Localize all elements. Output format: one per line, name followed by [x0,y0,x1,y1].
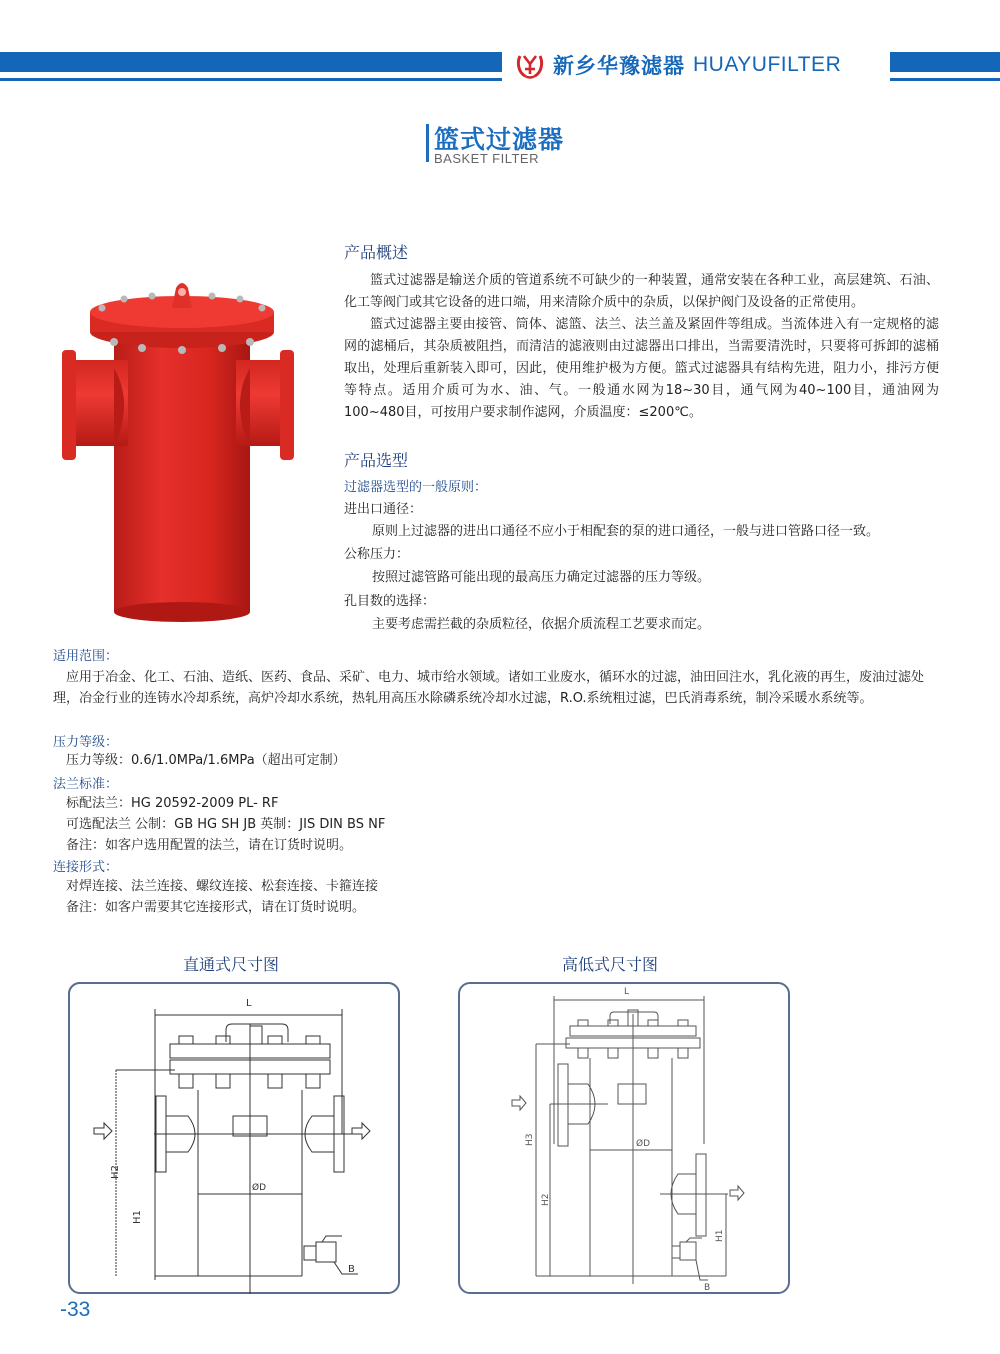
dim-label-H2: H2 [110,1165,121,1179]
dim-label-L: L [246,998,252,1009]
selection-item-text: 主要考虑需拦截的杂质粒径，依据介质流程工艺要求而定。 [372,617,711,632]
selection-heading: 产品选型 [344,451,409,470]
connection-line: 对焊连接、法兰连接、螺纹连接、松套连接、卡箍连接 [66,879,379,894]
outlet-arrow-icon [352,1123,370,1139]
selection-item-label: 孔目数的选择： [344,594,436,609]
overview-paragraph-1: 篮式过滤器是输送介质的管道系统不可缺少的一种装置，通常安装在各种工业，高层建筑、石油、化工等阀门或其它设备的进口端，用来清除介质中的杂质，以保护阀门及设备的正常使用。 [344,273,939,310]
pressure-heading: 压力等级： [53,735,119,750]
diagram-highlow [458,982,790,1294]
diagram-title-highlow: 高低式尺寸图 [562,955,659,974]
flange-line: 标配法兰：HG 20592-2009 PL- RF [66,796,279,811]
header-band-right [890,52,1000,72]
dim-label-D: ØD [252,1183,267,1193]
dim-label-D: ØD [636,1139,651,1149]
page-subtitle: BASKET FILTER [434,151,539,166]
dim-label-B: B [704,1283,711,1293]
flange-heading: 法兰标准： [53,777,119,792]
dim-label-B: B [348,1264,355,1275]
overview-paragraph-2: 篮式过滤器主要由接管、筒体、滤篮、法兰、法兰盖及紧固件等组成。当流体进入有一定规格的滤网的滤桶后，其杂质被阻挡，而清洁的滤液则由过滤器出口排出，当需要清洗时，只要将可拆卸的滤桶取出，处理后重新装入即可，因此，使用维护极为方便。篮式过滤器具有结构先进，阻力小，排污方便等特点。适用介质可为水、油、气。一般通水网为18~30目，通气网为40~100目，通油网为100~480目，可按用户要求制作滤网，介质温度：≤200℃。 [344,317,939,420]
selection-item-text: 按照过滤管路可能出现的最高压力确定过滤器的压力等级。 [372,570,711,585]
dim-label-L: L [624,987,630,997]
dim-label-H3: H3 [525,1133,535,1146]
outlet-arrow-icon [730,1186,744,1200]
title-accent-bar [426,124,429,162]
dim-label-H2: H2 [541,1193,551,1206]
flange-line: 可选配法兰 公制：GB HG SH JB 英制：JIS DIN BS NF [66,817,386,832]
connection-line: 备注：如客户需要其它连接形式，请在订货时说明。 [66,900,366,915]
application-heading: 适用范围： [53,649,119,664]
overview-heading: 产品概述 [344,243,409,262]
brand [515,48,841,82]
connection-heading: 连接形式： [53,860,119,875]
dim-label-H1: H1 [132,1210,143,1224]
page-title: 篮式过滤器 [434,125,565,154]
pressure-text: 压力等级：0.6/1.0MPa/1.6MPa（超出可定制） [66,753,346,768]
brand-name-cn: 新乡华豫滤器 [553,54,685,78]
page-number: -33 [60,1298,91,1321]
header-rule-right [890,78,1000,81]
huayu-logo-icon [515,50,545,80]
brand-name-en: HUAYUFILTER [693,53,842,76]
inlet-arrow-icon [94,1123,112,1139]
selection-item-label: 公称压力： [344,547,410,562]
selection-item-text: 原则上过滤器的进出口通径不应小于相配套的泵的进口通径，一般与进口管路口径一致。 [372,524,880,539]
application-text: 应用于冶金、化工、石油、造纸、医药、食品、采矿、电力、城市给水领域。诸如工业废水，循环水的过滤，油田回注水，乳化液的再生，废油过滤处理，冶金行业的连铸水冷却系统，高炉冷却水系统，热轧用高压水除磷系统冷却水过滤，R.O.系统粗过滤，巴氏消毒系统，制冷采暖水系统等。 [53,670,925,706]
flange-line: 备注：如客户选用配置的法兰，请在订货时说明。 [66,838,353,853]
diagram-straight [68,982,400,1294]
selection-item-label: 进出口通径： [344,502,423,517]
dim-label-H1: H1 [715,1229,725,1242]
header-band-left [0,52,502,72]
inlet-arrow-icon [512,1096,526,1110]
red-basket-filter-photo [52,272,300,634]
selection-principle: 过滤器选型的一般原则： [344,480,488,495]
header-rule-left [0,78,502,81]
body-cylinder [114,342,250,612]
diagram-title-straight: 直通式尺寸图 [183,955,280,974]
